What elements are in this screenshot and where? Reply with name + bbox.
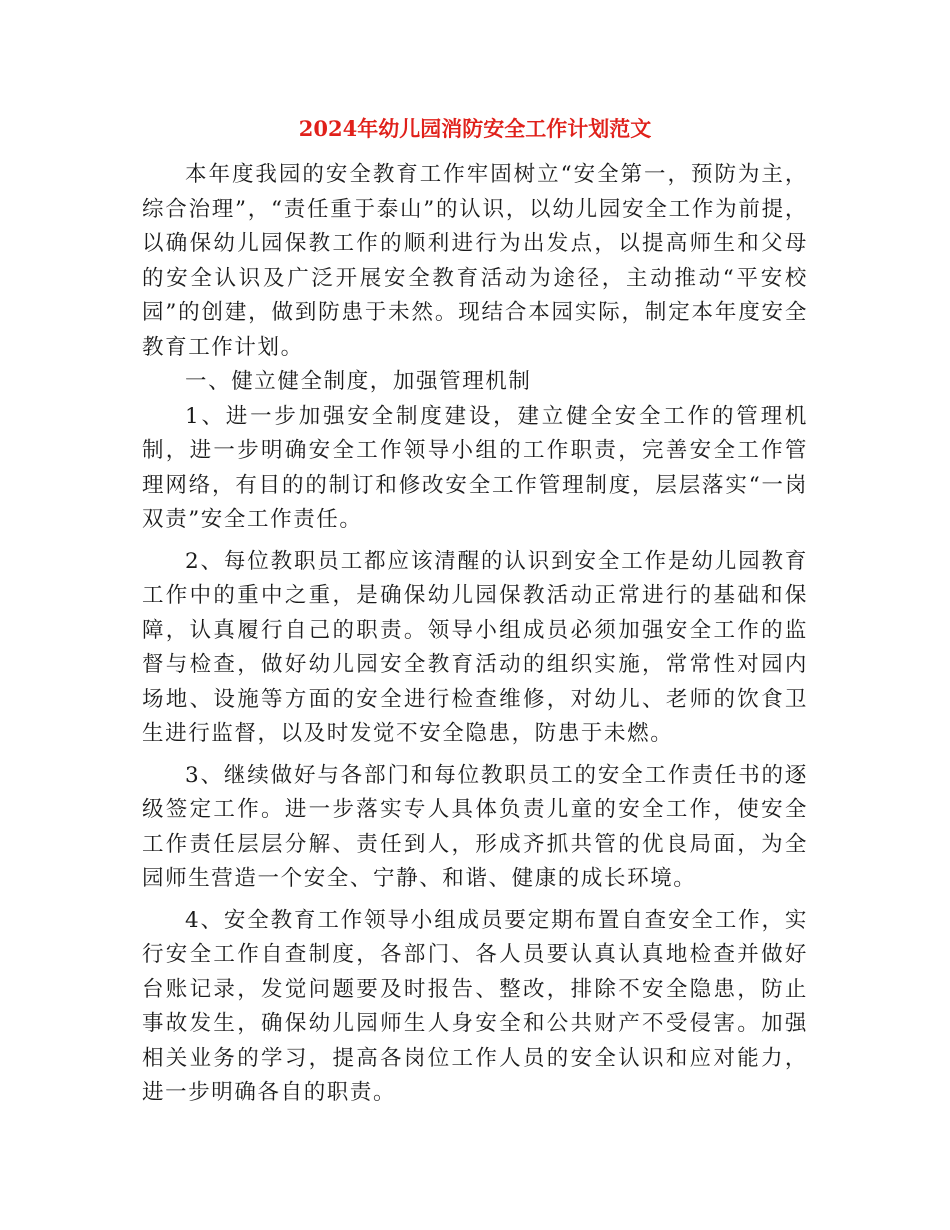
- paragraph-item-1: 1、进一步加强安全制度建设，建立健全安全工作的管理机制，进一步明确安全工作领导小组的工作职责，完善安全工作管理网络，有目的的制订和修改安全工作管理制度，层层落实“一岗双责”安全工作责任。: [142, 403, 808, 532]
- section-heading: 一、健立健全制度，加强管理机制: [185, 369, 532, 394]
- paragraph-item-2: 2、每位教职员工都应该清醒的认识到安全工作是幼儿园教育工作中的重中之重，是确保幼儿园保教活动正常进行的基础和保障，认真履行自己的职责。领导小组成员必须加强安全工作的监督与检查，做好幼儿园安全教育活动的组织实施，常常性对园内场地、设施等方面的安全进行检查维修，对幼儿、老师的饮食卫生进行监督，以及时发觉不安全隐患，防患于未燃。: [142, 548, 808, 746]
- paragraph-item-4: 4、安全教育工作领导小组成员要定期布置自查安全工作，实行安全工作自查制度，各部门、各人员要认真认真地检查并做好台账记录，发觉问题要及时报告、整改，排除不安全隐患，防止事故发生，确保幼儿园师生人身安全和公共财产不受侵害。加强相关业务的学习，提高各岗位工作人员的安全认识和应对能力，进一步明确各自的职责。: [142, 907, 808, 1105]
- intro-paragraph: 本年度我园的安全教育工作牢固树立“安全第一，预防为主，综合治理”，“责任重于泰山”的认识，以幼儿园安全工作为前提，以确保幼儿园保教工作的顺利进行为出发点，以提高师生和父母的安全认识及广泛开展安全教育活动为途径，主动推动“平安校园”的创建，做到防患于未然。现结合本园实际，制定本年度安全教育工作计划。: [142, 162, 808, 360]
- paragraph-item-3: 3、继续做好与各部门和每位教职员工的安全工作责任书的逐级签定工作。进一步落实专人具体负责儿童的安全工作，使安全工作责任层层分解、责任到人，形成齐抓共管的优良局面，为全园师生营造一个安全、宁静、和谐、健康的成长环境。: [142, 762, 808, 891]
- document-body: [142, 158, 808, 1111]
- document-title: 2024年幼儿园消防安全工作计划范文: [298, 116, 652, 141]
